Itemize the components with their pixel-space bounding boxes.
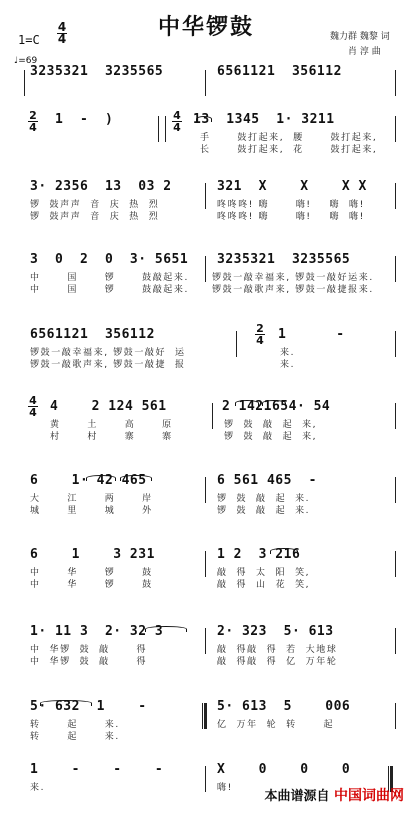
lyric-line: 村 村 寨 寨 [50, 432, 173, 442]
notation-line: 3235321 3235565 [217, 252, 351, 267]
notation-line: 5· 613 5 006 [217, 699, 351, 714]
barline [395, 331, 396, 357]
barline [395, 256, 396, 282]
notation-line: 5· 632 1 - [30, 699, 147, 714]
lyric-line: 来. [280, 348, 296, 358]
notation-line: X 0 0 0 [217, 762, 351, 777]
lyric-line: 锣 鼓声声 音 庆 热 烈 [30, 212, 160, 222]
lyric-line: 锣 鼓声声 音 庆 热 烈 [30, 200, 160, 210]
notation-line: 13 1345 1· 3211 [193, 112, 335, 127]
lyric-line: 锣 鼓 敲 起 来. [217, 506, 311, 516]
lyric-line: 城 里 城 外 [30, 506, 153, 516]
lyric-line: 亿 万年 轮 转 起 [217, 720, 335, 730]
song-title: 中华锣鼓 [157, 15, 254, 40]
source-site[interactable]: 中国词曲网 [334, 788, 404, 804]
lyric-line: 中 华锣 鼓 敲 得 [30, 657, 148, 667]
lyric-line: 来. [280, 360, 296, 370]
lyric-line: 锣鼓一敲幸福来, 锣鼓一敲好运来. [212, 273, 374, 283]
source-footer [264, 785, 404, 805]
lyric-line: 中 华 锣 鼓 [30, 580, 153, 590]
lyric-line: 嗨! [217, 783, 233, 793]
time-signature-top: 4 [57, 20, 67, 34]
time-change: 4 4 [29, 394, 37, 419]
barline [158, 116, 159, 142]
time-signature [56, 22, 68, 45]
barline [236, 331, 237, 357]
notation-line: 1 - - - [30, 762, 164, 777]
barline [205, 551, 206, 577]
lyric-line: 转 起 来. [30, 720, 120, 730]
lyric-line: 敲 得 山 花 笑, [217, 580, 311, 590]
notation-line: 1 - [278, 327, 345, 342]
notation-line: 3· 2356 13 03 2 [30, 179, 172, 194]
time-signature-bottom: 4 [57, 32, 67, 46]
lyric-line: 长 鼓打起来, 花 鼓打起来, [200, 145, 378, 155]
notation-line: 6 561 465 - [217, 473, 317, 488]
lyric-line: 敲 得敲 得 亿 万年轮 [217, 657, 338, 667]
notation-line: 6 1 3 231 [30, 547, 155, 562]
notation-line: 1 - ) [55, 112, 114, 127]
notation-line: 3235321 3235565 [30, 64, 164, 79]
notation-line: 6561121 356112 [30, 327, 155, 342]
lyric-line: 中 华 锣 鼓 [30, 568, 153, 578]
time-change: 4 4 [173, 109, 181, 134]
lyric-line: 手 鼓打起来, 腰 鼓打起来, [200, 133, 378, 143]
lyric-line: 黄 土 高 原 [50, 420, 173, 430]
notation-line: 3 0 2 0 3· 5651 [30, 252, 189, 267]
time-change: 2 4 [256, 322, 264, 347]
lyric-line: 锣鼓一敲歌声来, 锣鼓一敲捷 报 [30, 360, 186, 370]
barline [395, 551, 396, 577]
tempo-mark: ♩=69 [14, 56, 38, 66]
lyric-line: 中 国 锣 鼓敲起来. [30, 285, 189, 295]
barline [205, 183, 206, 209]
notation-line: 6 1· 42 465 [30, 473, 147, 488]
lyric-line: 中 国 锣 鼓敲起来. [30, 273, 189, 283]
lyric-line: 咚咚咚! 嗨 嗨! 嗨 嗨! [217, 212, 365, 222]
key-signature: 1=C [18, 33, 40, 47]
notation-line: 2· 323 5· 613 [217, 624, 334, 639]
barline [395, 628, 396, 654]
barline [205, 766, 206, 792]
barline [395, 183, 396, 209]
notation-line: 6561121 356112 [217, 64, 342, 79]
lyric-line: 锣鼓一敲幸福来, 锣鼓一敲好 运 [30, 348, 186, 358]
barline [205, 628, 206, 654]
notation-line: 321 X X X X [217, 179, 367, 194]
barline [395, 116, 396, 142]
lyric-line: 锣鼓一敲歌声来, 锣鼓一敲捷报来. [212, 285, 374, 295]
lyric-line: 敲 得 太 阳 笑, [217, 568, 311, 578]
lyricist-credit: 魏力群 魏黎 词 [330, 32, 390, 42]
barline [205, 256, 206, 282]
barline [205, 477, 206, 503]
notation-line: 1· 11 3 2· 32 3 [30, 624, 164, 639]
composer-credit: 肖 淳 曲 [348, 47, 381, 57]
lyric-line: 来. [30, 783, 46, 793]
barline [395, 70, 396, 96]
lyric-line: 敲 得敲 得 若 大地球 [217, 645, 338, 655]
notation-line: 2 1421654· 54 [222, 399, 331, 414]
lyric-line: 锣 鼓 敲 起 来. [217, 494, 311, 504]
lyric-line: 转 起 来. [30, 732, 120, 742]
source-label: 本曲谱源自 [264, 789, 330, 804]
barline [205, 70, 206, 96]
lyric-line: 锣 鼓 敲 起 来, [224, 420, 318, 430]
barline [165, 116, 166, 142]
lyric-line: 大 江 两 岸 [30, 494, 153, 504]
notation-line: 4 2 124 561 [50, 399, 167, 414]
lyric-line: 锣 鼓 敲 起 来, [224, 432, 318, 442]
lyric-line: 中 华锣 鼓 敲 得 [30, 645, 148, 655]
barline [395, 403, 396, 429]
repeat-start-barline [202, 703, 207, 729]
lyric-line: 咚咚咚! 嗨 嗨! 嗨 嗨! [217, 200, 365, 210]
notation-line: 1 2 3 216 [217, 547, 301, 562]
time-change: 2 4 [29, 109, 37, 134]
barline [212, 403, 213, 429]
start-bracket [24, 70, 25, 96]
barline [395, 477, 396, 503]
barline [395, 703, 396, 729]
